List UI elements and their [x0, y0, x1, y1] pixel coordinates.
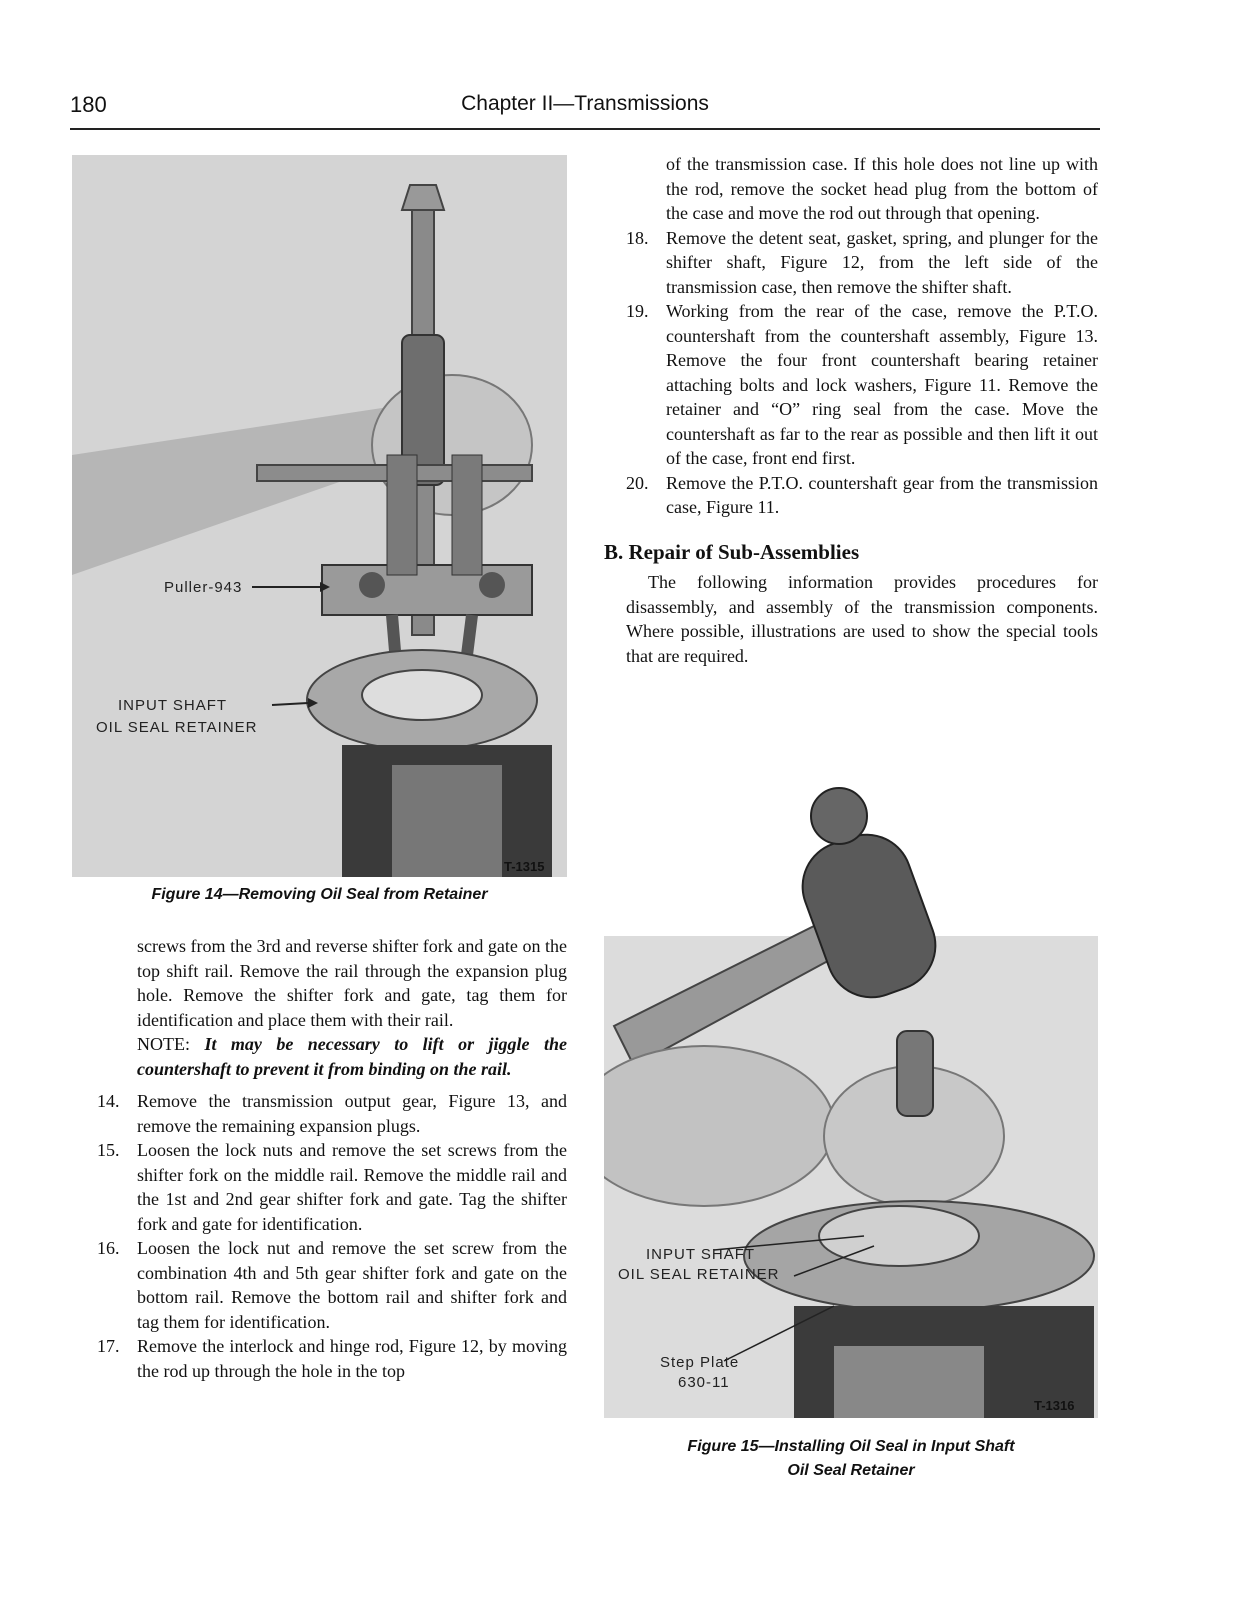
right-text-column	[604, 152, 1098, 668]
retainer-label-line2: OIL SEAL RETAINER	[96, 719, 258, 736]
figure-15-illustration	[604, 786, 1098, 1418]
step-plate-label-line1: Step Plate	[660, 1354, 740, 1371]
figure-14-photo	[72, 155, 567, 877]
step-19: 19. Working from the rear of the case, remove the P.T.O. countershaft from the countershaft assembly, Figure 13. Remove the four front countershaft bearing retainer attaching bolts and lock washers, Figure 11. Remove the retainer and “O” ring seal from the case. Move the countershaft as far to the rear as possible and then lift it out of the case, front end first.	[626, 301, 1098, 468]
figure-15-code: T-1316	[1034, 1398, 1075, 1413]
step-18: 18. Remove the detent seat, gasket, spring, and plunger for the shifter shaft, Figure 12, from the left side of the transmission case, then remove the shifter shaft.	[626, 227, 1098, 297]
note	[97, 1032, 567, 1081]
retainer-label-line1: INPUT SHAFT	[646, 1246, 756, 1263]
retainer-label-line1: INPUT SHAFT	[118, 697, 228, 714]
chapter-title: Chapter II—Transmissions	[461, 92, 709, 115]
note-label: NOTE:	[137, 1034, 190, 1054]
section-paragraph: The following information provides procedures for disassembly, and assembly of the transmission components. Where possible, illustrations are used to show the special tools that are required.	[626, 572, 1098, 666]
left-text-column	[97, 934, 567, 1383]
note-text: It may be necessary to lift or jiggle the countershaft to prevent it from binding on the rail.	[137, 1034, 568, 1079]
step-plate-label-line2: 630-11	[678, 1374, 730, 1391]
page-header	[70, 92, 1100, 130]
puller-label: Puller-943	[164, 579, 243, 596]
step-16: 16. Loosen the lock nut and remove the set screw from the combination 4th and 5th gear shifter fork and gate on the bottom rail. Remove the bottom rail and shifter fork and tag them for identification.	[97, 1238, 567, 1332]
step-15: 15. Loosen the lock nuts and remove the set screws from the shifter fork on the middle rail. Remove the middle rail and the 1st and 2nd gear shifter fork and gate. Tag the shifter fork and gate for identification.	[97, 1140, 567, 1234]
right-continuation: of the transmission case. If this hole does not line up with the rod, remove the socket head plug from the bottom of the case and move the rod out through that opening.	[666, 154, 1098, 223]
retainer-label-line2: OIL SEAL RETAINER	[618, 1266, 780, 1283]
section-heading: B. Repair of Sub-Assemblies	[604, 539, 860, 564]
step-20: 20. Remove the P.T.O. countershaft gear from the transmission case, Figure 11.	[626, 472, 1098, 517]
figure-15-caption: Figure 15—Installing Oil Seal in Input Shaft Oil Seal Retainer	[687, 1438, 1015, 1479]
figure-15-photo	[604, 786, 1098, 1418]
figure-14-illustration	[72, 155, 567, 877]
figure-14-code: T-1315	[504, 859, 545, 874]
left-continuation: screws from the 3rd and reverse shifter fork and gate on the top shift rail. Remove the rail through the expansion plug hole. Remove the shifter fork and gate, tag them for identification and place them with their rail.	[137, 936, 567, 1030]
page-number: 180	[70, 92, 107, 117]
figure-14-caption: Figure 14—Removing Oil Seal from Retainer	[151, 886, 488, 903]
step-14: 14. Remove the transmission output gear, Figure 13, and remove the remaining expansion plugs.	[97, 1091, 567, 1136]
step-17: 17. Remove the interlock and hinge rod, Figure 12, by moving the rod up through the hole in the top	[97, 1336, 567, 1381]
